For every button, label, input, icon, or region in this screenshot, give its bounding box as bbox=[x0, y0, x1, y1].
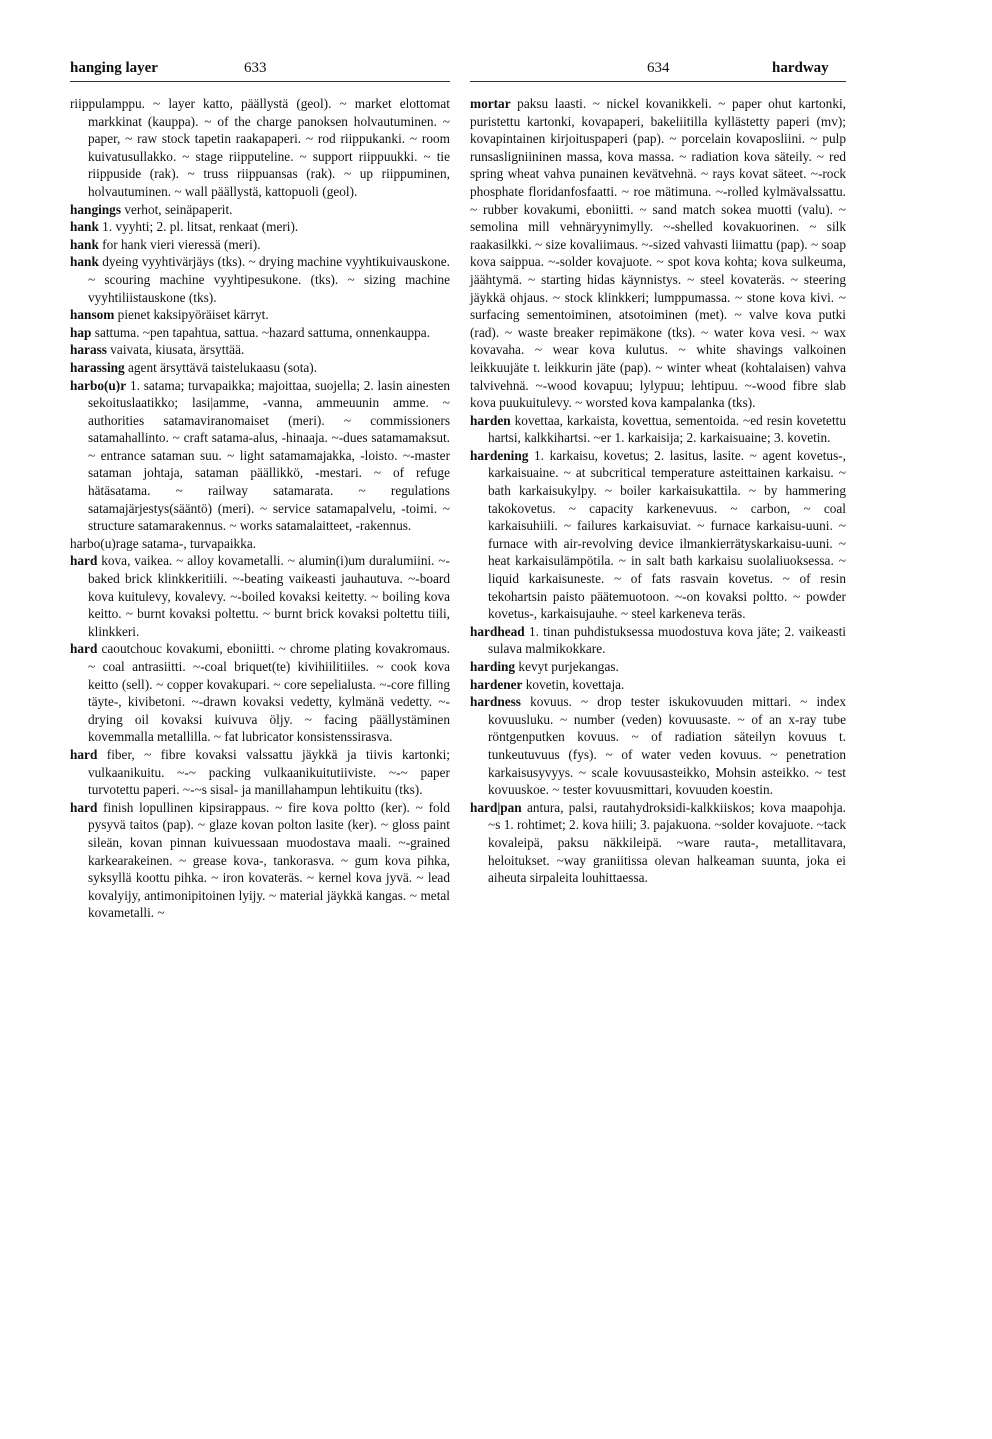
headword: harding bbox=[470, 659, 516, 674]
headword: hardhead bbox=[470, 623, 525, 639]
headword: hansom bbox=[70, 307, 115, 323]
headword: hard bbox=[70, 641, 98, 657]
dictionary-entry: mortar paksu laasti. ~ nickel kovanikkeli. ~ paper ohut kartonki, puristettu kartonki, kovapaperi, bakeliitilla kyllästetty paperi (mv); kovapintainen kirjoituspaperi (pap). ~ porcelain kovaposliini. ~ pulp runsasligniininen massa, kova massa. ~ radiation kova säteily. ~ red spring wheat vahva punainen kevätvehnä. ~ rays kovat säteet. ~-rock phosphate floridanfosfaatti. ~ roe mätimuna. ~-rolled kylmävalssattu. ~ rubber kovakumi, eboniitti. ~ sand match sokea muotti (valu). ~ semolina mill vehnäryynimylly. ~-shelled kovakuorinen. ~ silk raakasilkki. ~ size kovaliimaus. ~-sized vahvasti liimattu (pap). ~ soap kova saippua. ~-solder kovajuote. ~ spot kova kohta; kova sulkeuma, jäähtymä. ~ starting hidas käynnistys. ~ steel kovateräs. ~ steering jäykkä ohjaus. ~ stock klinkkeri; lumppumassa. ~ stone kova kivi. ~ surfacing sementoiminen, atsotoiminen (met). ~ valve kova putki (rad). ~ waste breaker repimäkone (tks). ~ water kova vesi. ~ wax kovavaha. ~ wear kova kulutus. ~ white shavings valkoinen leikkuujäte t. leikkurin jäte (pap). ~ winter wheat (kohtalaisen) vahva talvivehnä. ~-wood kovapuu; lylypuu; lehtipuu. ~-wood fibre slab kova puukuitulevy. ~ worsted kova kampalanka (tks). bbox=[470, 96, 846, 411]
dictionary-entry: hard fiber, ~ fibre kovaksi valssattu jäykkä ja tiivis kartonki; vulkaanikuitu. ~-~ packing vulkaanikuitutiiviste. ~-~ paper turvotettu paperi. ~-~s sisal- ja manillahampun lehtikuitu (tks). bbox=[70, 746, 450, 798]
headword: harass bbox=[70, 342, 107, 358]
dictionary-entry: harbo(u)r 1. satama; turvapaikka; majoittaa, suojella; 2. lasin ainesten sekoituslaatikko; lasi|amme, -vanna, ammeuunin amme. ~ authorities satamaviranomaiset (meri). ~ commissioners satamahallinto. ~ craft satama-alus, -hinaaja. ~-dues satamamaksut. ~ entrance sataman suu. ~ light satamamajakka, -loisto. ~-master sataman johtaja, sataman päällikkö, -mestari. ~ of refuge hätäsatama. ~ railway satamarata. ~ regulations satamajärjestys(sääntö) (meri). ~ service satamapalvelu, -toimi. ~ structure satamarakennus. ~ works satamalaitteet, -rakennus. bbox=[70, 377, 450, 534]
dictionary-entry: harding kevyt purjekangas. bbox=[470, 659, 619, 674]
headword: hard bbox=[70, 799, 98, 815]
dictionary-entry: hap sattuma. ~pen tapahtua, sattua. ~hazard sattuma, onnenkauppa. bbox=[70, 324, 431, 340]
headword: hard bbox=[70, 746, 98, 762]
headword: hank bbox=[70, 254, 99, 270]
headword: hank bbox=[70, 236, 99, 252]
dictionary-entry: hardener kovetin, kovettaja. bbox=[470, 676, 625, 692]
headword: hangings bbox=[70, 201, 121, 217]
left-column bbox=[70, 95, 450, 922]
dictionary-entry: hard|pan antura, palsi, rautahydroksidi-kalkkiiskos; kova maapohja. ~s 1. rohtimet; 2. kova hiili; 3. pajakuona. ~solder kovajuote. ~tack kovaleipä, paksu näkkileipä. ~ware rauta-, metallitavara, heloitukset. ~way graniitissa olevan halkeaman suunta, joka ei aiheuta sirpaleita louhittaessa. bbox=[470, 799, 846, 886]
right-column bbox=[470, 95, 846, 887]
headword: harassing bbox=[70, 359, 125, 375]
headword: hank bbox=[70, 219, 99, 235]
page-number-right: 634 bbox=[647, 60, 670, 76]
dictionary-entry: hardness kovuus. ~ drop tester iskukovuuden mittari. ~ index kovuusluku. ~ number (veden) kovuusaste. ~ of an x-ray tube röntgenputken kovuus. ~ of radiation säteilyn kovuus t. tunkeutuvuus (fys). ~ of water veden kovuus. ~ penetration karkaisusyvyys. ~ scale kovuusasteikko, Mohsin asteikko. ~ test kovuuskoe. ~ tester kovuusmittari, kovuuden koestin. bbox=[470, 694, 846, 798]
dictionary-entry: harbo(u)rage satama-, turvapaikka. bbox=[70, 535, 257, 551]
dictionary-entry: hansom pienet kaksipyöräiset kärryt. bbox=[70, 307, 269, 323]
dictionary-entry: harass vaivata, kiusata, ärsyttää. bbox=[70, 342, 245, 358]
dictionary-entry: hardening 1. karkaisu, kovetus; 2. lasitus, lasite. ~ agent kovetus-, karkaisuaine. ~ at subcritical temperature asteittainen karkaisu. ~ bath karkaisukylpy. ~ boiler karkaisukattila. ~ by hammering takokovetus. ~ capacity karkenevuus. ~ carbon, ~ coal karkaisuhiili. ~ failures karkaisuviat. ~ furnace karkaisu-uuni. ~ furnace with air-revolving device ilmankierrätyskarkaisu-uuni. ~ heat karkaisulämpötila. ~ in salt bath karkaisu suolaliuoksessa. ~ liquid karkaisuneste. ~ of fats rasvain kovetus. ~ of resin tekohartsin paisto päätemuotoon. ~-on kovaksi poltto. ~ powder kovetus-, karkaisujauhe. ~ steel karkeneva teräs. bbox=[470, 447, 846, 622]
dictionary-entry: hank 1. vyyhti; 2. pl. litsat, renkaat (meri). bbox=[70, 219, 299, 235]
headword: hap bbox=[70, 324, 92, 340]
page-number-left: 633 bbox=[244, 60, 267, 76]
dictionary-entry: riippulamppu. ~ layer katto, päällystä (geol). ~ market elottomat markkinat (kauppa). ~ of the charge panoksen holvautuminen. ~ paper, ~ raw stock tapetin raakapaperi. ~ rod riippukanki. ~ room kuivatusullakko. ~ stage riipputeline. ~ support riippuukki. ~ tie riippuside (rak). ~ truss riippuansas (rak). ~ up riippuminen, holvautuminen. ~ wall päällystä, kattopuoli (geol). bbox=[70, 96, 450, 199]
dictionary-entry: hardhead 1. tinan puhdistuksessa muodostuva kova jäte; 2. vaikeasti sulava malmikokkare. bbox=[470, 623, 846, 657]
headword: harbo(u)r bbox=[70, 377, 127, 393]
header-rule-left bbox=[70, 81, 450, 82]
dictionary-entry: hard kova, vaikea. ~ alloy kovametalli. ~ alumin(i)um duralumiini. ~-baked brick klinkkeritiili. ~-beating vaikeasti jauhautuva. ~-board kova kuitulevy, kovalevy. ~-boiled kovaksi keitetty. ~ boiling kova keitto. ~ burnt kovaksi poltettu. ~ burnt brick kovaksi poltettu tiili, klinkkeri. bbox=[70, 553, 450, 639]
dictionary-entry: hard finish lopullinen kipsirappaus. ~ fire kova poltto (ker). ~ fold pysyvä taitos (pap). ~ glaze kovan polton lasite (ker). ~ gloss paint sileän, kovan pinnan kuivuessaan muodostava maali. ~-grained karkearakeinen. ~ grease kova-, tankorasva. ~ gum kova pihka, syksyllä koottu pihka. ~ iron kovateräs. ~ kernel kova jyvä. ~ lead kovalyijy, antimonipitoinen lyijy. ~ material jäykkä kangas. ~ metal kovametalli. ~ bbox=[70, 799, 450, 921]
running-head-left: hanging layer bbox=[70, 60, 158, 76]
dictionary-entry: hangings verhot, seinäpaperit. bbox=[70, 201, 233, 217]
dictionary-entry: harden kovettaa, karkaista, kovettua, sementoida. ~ed resin kovetettu hartsi, kalkkihartsi. ~er 1. karkaisija; 2. karkaisuaine; 3. kovetin. bbox=[470, 412, 846, 446]
dictionary-entry: hank dyeing vyyhtivärjäys (tks). ~ drying machine vyyhtikuivauskone. ~ scouring machine vyyhtipesukone. (tks). ~ sizing machine vyyhtiliistauskone (tks). bbox=[70, 254, 450, 305]
headword: mortar bbox=[470, 96, 511, 111]
dictionary-entry: hard caoutchouc kovakumi, eboniitti. ~ chrome plating kovakromaus. ~ coal antrasiitti. ~-coal briquet(te) kivihiilitiiles. ~ cook kova keitto (sell). ~ copper kovakupari. ~ core sepelialusta. ~-core filling täyte-, kivibetoni. ~-drawn kovaksi vedetty, kylmänä vedetty. ~-drying oil kovaksi kuivuva öljy. ~ facing päällystäminen kovemmalla metallilla. ~ fat lubricator konsistenssirasva. bbox=[70, 641, 450, 745]
headword: hardening bbox=[470, 447, 529, 463]
headword: hardener bbox=[470, 676, 523, 692]
headword: harden bbox=[470, 412, 511, 428]
headword: hard|pan bbox=[470, 799, 522, 815]
dictionary-entry: hank for hank vieri vieressä (meri). bbox=[70, 236, 261, 252]
dictionary-entry: harassing agent ärsyttävä taistelukaasu (sota). bbox=[70, 359, 318, 375]
headword: hardness bbox=[470, 694, 521, 710]
headword: hard bbox=[70, 553, 98, 569]
running-head-right: hardway bbox=[772, 60, 829, 76]
header-rule-right bbox=[470, 81, 846, 82]
